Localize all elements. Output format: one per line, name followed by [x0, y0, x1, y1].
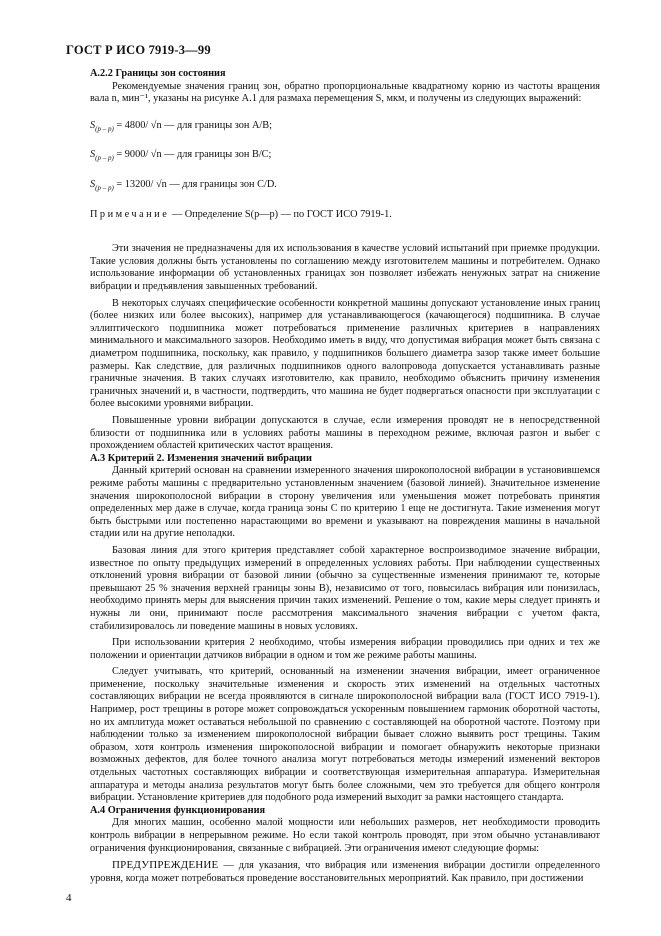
note-label: Примечание: [90, 208, 170, 220]
page-content: [90, 68, 600, 885]
paragraph: Для многих машин, особенно малой мощности или небольших размеров, нет необходимости проводить контроль вибрации в непрерывном режиме. Но если такой контроль проводят, при этом обычно устанавливают ограничения функционирования, связанные с вибрацией. Эти ограничения имеют следующие формы:: [90, 817, 600, 854]
formula-bc: $S_{(p - p)} = 9000/$ √n — для границы зон B/C;: [90, 149, 272, 163]
section-heading-a4: А.4 Ограничения функционирования: [90, 804, 266, 816]
warning-label: ПРЕДУПРЕЖДЕНИЕ: [112, 859, 219, 872]
paragraph: Эти значения не предназначены для их использования в качестве условий испытаний при приемке продукции. Такие условия должны быть установлены по соглашению между изготовителем машины и потребителем. Однако использование информации об установленных границах зон позволяет избежать ненужных затрат на снижение вибрации и предъявления завышенных требований.: [90, 243, 600, 293]
paragraph: При использовании критерия 2 необходимо, чтобы измерения вибрации проводились при одних и тех же положении и ориентации датчиков вибрации в одном и том же режиме работы машины.: [90, 637, 600, 661]
section-heading-a3: А.3 Критерий 2. Изменения значений вибрации: [90, 452, 312, 464]
formula-cd: $S_{(p - p)} = 13200/$ √n — для границы зон C/D.: [90, 179, 277, 193]
warning-paragraph: [90, 859, 600, 885]
paragraph: В некоторых случаях специфические особенности конкретной машины допускают установление иных границ (более низких или более высоких), например для устанавливающегося (качающегося) подшипника. В случае эллиптического подшипника может потребоваться применение различных критериев в направлениях минимального и максимального зазоров. Необходимо иметь в виду, что допустимая вибрация может быть связана с диаметром подшипника, поскольку, как правило, у подшипников большего диаметра зазор также имеет большие размеры. Как следствие, для различных подшипников одного валопровода допускается устанавливать разные граничные значения. В таких случаях изготовителю, как правило, необходимо объяснить причину изменения граничных значений и, в частности, подтвердить, что машина не будет подвергаться опасности при эксплуатации с более высокими уровнями вибрации.: [90, 297, 600, 410]
note: [90, 209, 600, 222]
page-number: 4: [66, 892, 72, 904]
paragraph: Повышенные уровни вибрации допускаются в случае, если измерения проводят не в непосредственной близости от подшипника или в условиях работы машины в переходном режиме, включая разгон и выбег с прохождением областей критических частот вращения.: [90, 415, 600, 452]
standard-header: ГОСТ Р ИСО 7919-3—99: [66, 43, 211, 57]
paragraph: Данный критерий основан на сравнении измеренного значения широкополосной вибрации в установившемся режиме работы машины с предварительно установленным значением (базовой линией). Значительное изменение значения широкополосной вибрации в сторону увеличения или уменьшения может потребовать принятия определенных мер даже в случае, когда граница зоны С по критерию 1 еще не достигнута. Такие изменения могут быть быстрыми или постепенно нарастающими во времени и указывают на повреждения машины в начальной стадии или на другие неполадки.: [90, 465, 600, 540]
paragraph: Рекомендуемые значения границ зон, обратно пропорциональные квадратному корню из частоты вращения вала n, мин⁻¹, указаны на рисунке А.1 для размаха перемещения S, мкм, и получены из следующих выражений:: [90, 80, 600, 105]
section-heading-a22: А.2.2 Границы зон состояния: [90, 68, 226, 79]
formula-ab: $S_{(p - p)} = 4800/$ √n — для границы зон A/B;: [90, 119, 272, 133]
warning-text: — для указания, что вибрация или изменения вибрации достигли определенного уровня, когда может потребоваться проведение восстановительных мероприятий. Как правило, при достижении: [90, 860, 600, 884]
paragraph: Базовая линия для этого критерия представляет собой характерное воспроизводимое значение вибрации, известное по опыту предыдущих измерений в определенных условиях работы. При наблюдении существенных отклонений уровня вибрации от базовой линии (обычно за существенные изменения принимают те, которые превышают 25 % значения верхней границы зоны В), независимо от того, повысилась вибрация или понизилась, необходимо принять меры для выяснения причин таких изменений. Решение о том, какие меры следует принять и нужны ли они, принимают после рассмотрения максимального значения вибрации с учетом факта, стабилизировалось ли поведение машины в новых условиях.: [90, 544, 600, 632]
note-text: — Определение S(p—p) — по ГОСТ ИСО 7919-1.: [169, 208, 392, 220]
paragraph: Следует учитывать, что критерий, основанный на изменении значения вибрации, имеет ограниченное применение, поскольку значительные изменения и скорость этих изменений на отдельных частотных составляющих вибрации не всегда проявляются в сигнале широкополосной вибрации вала (ГОСТ ИСО 7919-1). Например, рост трещины в роторе может сопровождаться ускоренным повышением гармоник оборотной частоты, но их амплитуда может оставаться небольшой по сравнению с составляющей на оборотной частоте. Поэтому при наблюдении только за изменением широкополосной вибрации бывает сложно выявить рост трещины. Таким образом, хотя контроль изменения широкополосной вибрации и помогает обнаружить некоторые признаки возможных дефектов, для более точного анализа могут потребоваться методы измерений изменений векторов отдельных частотных составляющих вибрации и соответствующая измерительная аппаратура. Измерительная аппаратура и методы анализа результатов могут быть более сложными, чем это требуется для общего контроля вибрации. Установление критериев для подобного рода измерений выходит за рамки настоящего стандарта.: [90, 666, 600, 804]
